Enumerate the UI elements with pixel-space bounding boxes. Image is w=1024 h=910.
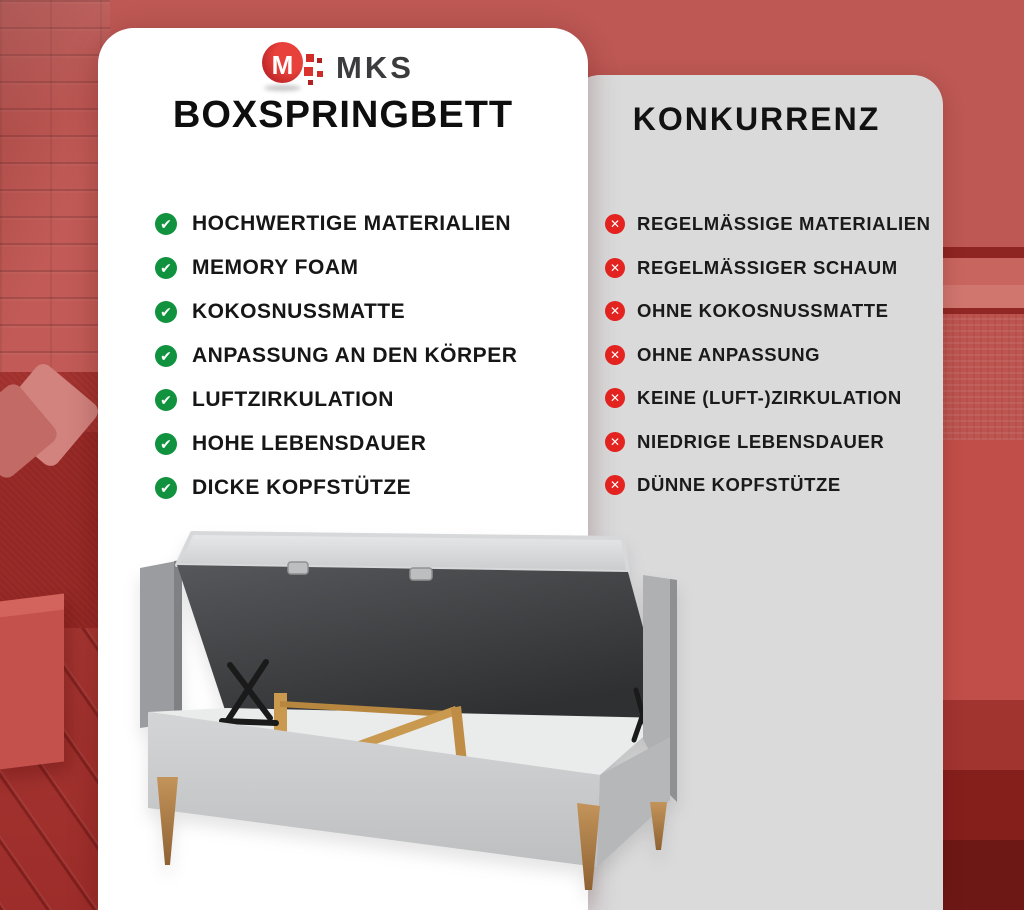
bed-right-wing-shade [670, 579, 677, 802]
check-circle-icon: ✔ [155, 257, 177, 279]
lid-hinge-icon [288, 562, 308, 574]
drawback-label: NIEDRIGE LEBENSDAUER [637, 430, 885, 452]
check-circle-icon: ✔ [155, 345, 177, 367]
feature-item [155, 211, 517, 237]
drawback-item [605, 385, 931, 411]
background-wood-floor [0, 628, 110, 910]
drawback-item [605, 472, 931, 498]
feature-label: HOCHWERTIGE MATERIALIEN [192, 212, 512, 235]
bed-left-wing-shade [174, 560, 182, 724]
bed-leg [157, 777, 178, 865]
drawback-item [605, 211, 931, 237]
background-sofa [0, 372, 110, 672]
bed-product-image [130, 520, 690, 910]
feature-label: KOKOSNUSSMATTE [192, 300, 406, 323]
drawback-item [605, 429, 931, 455]
background-pillow [0, 360, 102, 470]
check-circle-icon: ✔ [155, 389, 177, 411]
check-circle-icon: ✔ [155, 477, 177, 499]
drawback-label: KEINE (LUFT-)ZIRKULATION [637, 387, 902, 408]
logo-pixel-square [304, 67, 313, 76]
feature-item [155, 431, 517, 457]
drawback-item [605, 298, 931, 324]
x-circle-icon: ✕ [605, 432, 625, 452]
product-title: BOXSPRINGBETT [172, 94, 514, 136]
x-circle-icon: ✕ [605, 301, 625, 321]
drawback-label: DÜNNE KOPFSTÜTZE [637, 474, 841, 495]
feature-label: MEMORY FOAM [192, 256, 359, 279]
background-red-bed [938, 0, 1024, 910]
drawback-label: OHNE KOKOSNUSSMATTE [637, 300, 889, 321]
brand-name: MKS [336, 50, 414, 85]
check-circle-icon: ✔ [155, 433, 177, 455]
check-circle-icon: ✔ [155, 213, 177, 235]
x-circle-icon: ✕ [605, 258, 625, 278]
drawback-label: OHNE ANPASSUNG [637, 343, 821, 365]
feature-item [155, 255, 517, 281]
logo-pixel-square [308, 80, 313, 85]
lid-hinge-icon [410, 568, 432, 580]
feature-item [155, 343, 517, 369]
check-circle-icon: ✔ [155, 301, 177, 323]
feature-item [155, 475, 517, 501]
background-brick-wall [0, 0, 110, 420]
background-side-table [0, 593, 64, 770]
logo-pixel-square [306, 54, 314, 62]
drawback-label: REGELMÄSSIGER SCHAUM [637, 256, 898, 278]
background-blanket-texture [938, 314, 1024, 440]
drawback-item [605, 342, 931, 368]
mks-m-circle-logo [262, 42, 303, 83]
feature-label: DICKE KOPFSTÜTZE [192, 476, 412, 499]
x-circle-icon: ✕ [605, 214, 625, 234]
x-circle-icon: ✕ [605, 388, 625, 408]
feature-item [155, 387, 517, 413]
feature-label: ANPASSUNG AN DEN KÖRPER [192, 344, 518, 367]
feature-label: HOHE LEBENSDAUER [192, 432, 427, 455]
drawback-item [605, 255, 931, 281]
x-circle-icon: ✕ [605, 345, 625, 365]
background-pillow [0, 380, 61, 481]
logo-shadow [264, 85, 301, 91]
logo-pixel-square [317, 58, 322, 63]
drawback-list [605, 211, 931, 498]
bed-leg [650, 802, 667, 850]
feature-item [155, 299, 517, 325]
drawback-label: REGELMÄSSIGE MATERIALIEN [637, 213, 931, 234]
competitor-title: KONKURRENZ [632, 101, 881, 137]
logo-pixel-square [317, 71, 323, 77]
feature-list [155, 211, 517, 501]
feature-label: LUFTZIRKULATION [192, 388, 394, 411]
logo-letter: M [271, 49, 294, 80]
x-circle-icon: ✕ [605, 475, 625, 495]
